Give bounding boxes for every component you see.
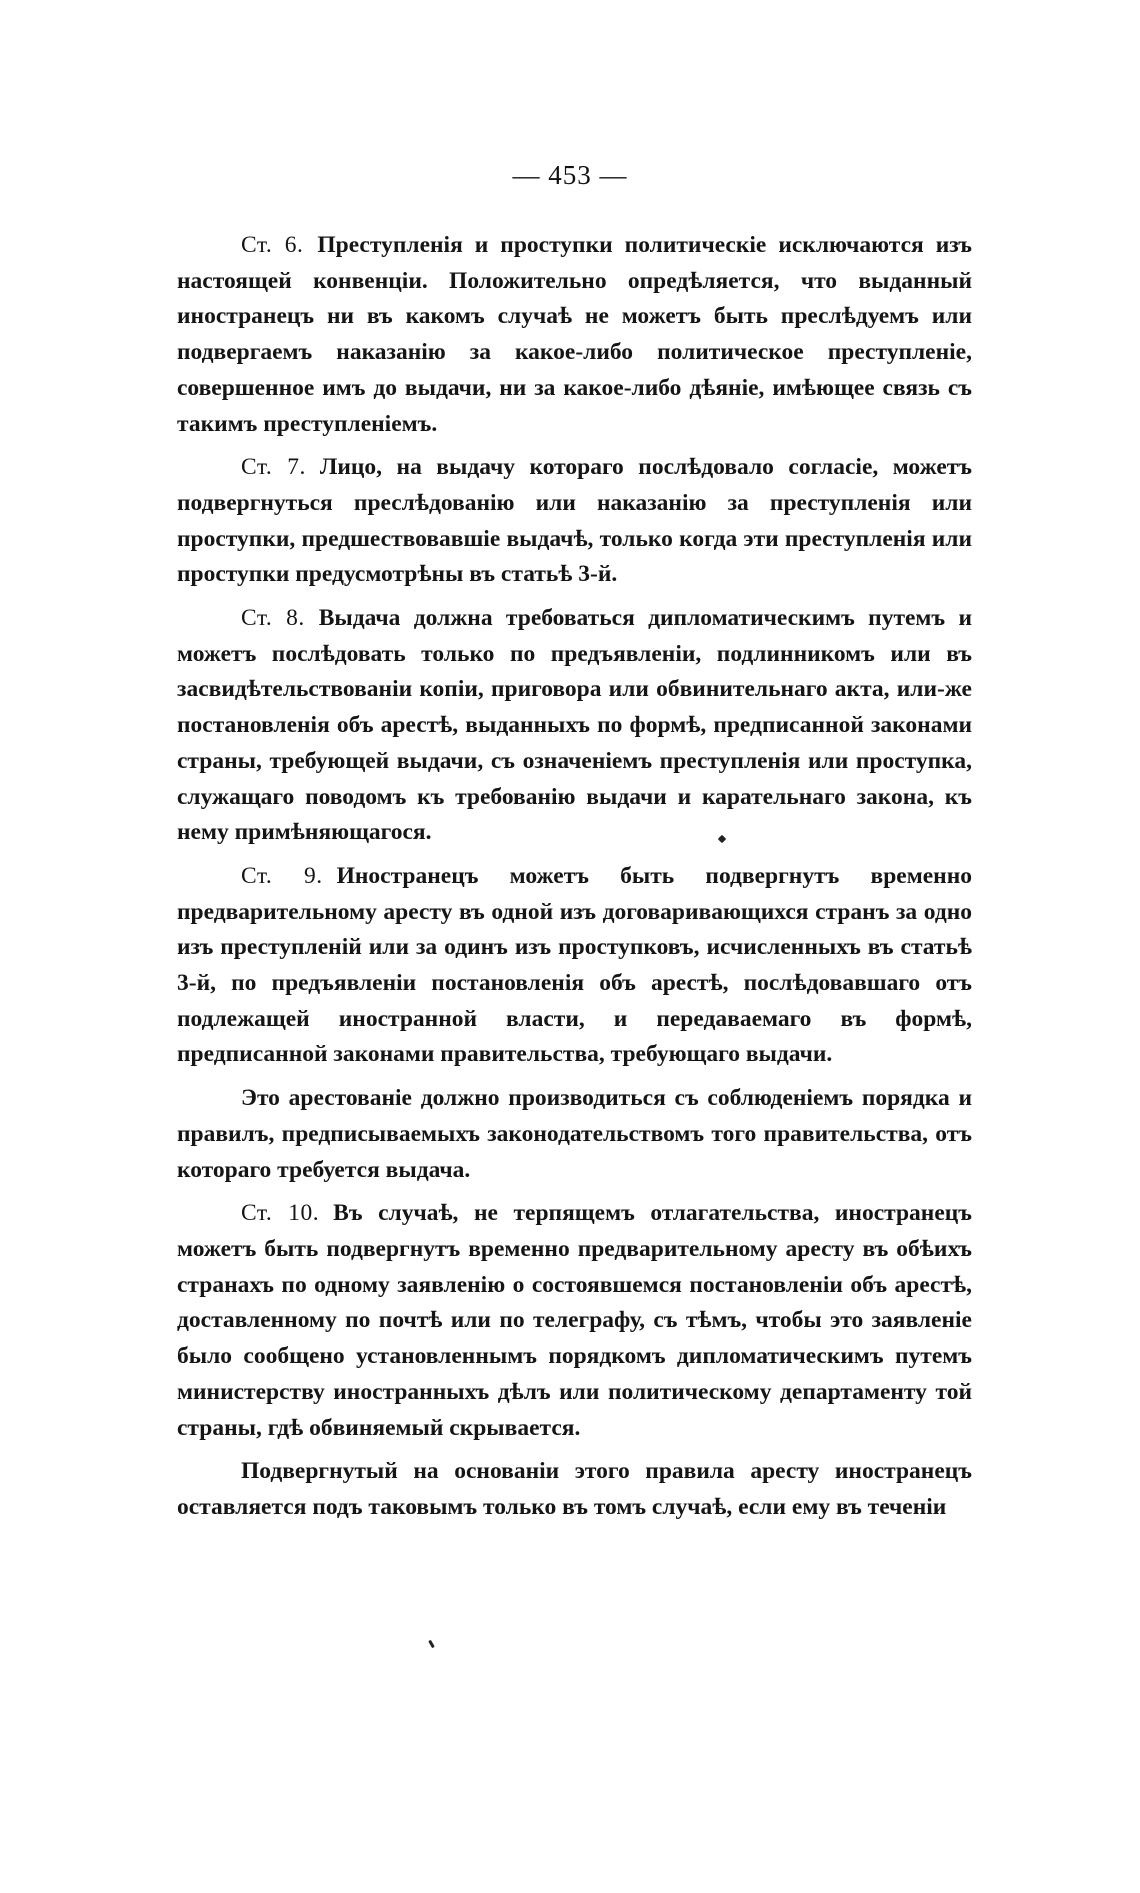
paragraph-text: Выдача должна требоваться дипломатическимъ путемъ и можетъ послѣдовать только по предъявленіи, подлинникомъ или въ засвидѣтельствованіи копіи, приговора или обвинительнаго акта, или-же постановленія объ арестѣ, выданныхъ по формѣ, предписанной законами страны, требующей выдачи, съ означеніемъ преступленія или проступка, служащаго поводомъ къ требованію выдачи и карательнаго закона, къ нему примѣняющагося. <box>177 605 972 846</box>
page-number: — 453 — <box>512 160 628 190</box>
article-7-paragraph <box>177 450 972 593</box>
ink-speck <box>428 1640 435 1648</box>
paragraph-text: Подвергнутый на основаніи этого правила аресту иностранецъ оставляется подъ таковымъ только въ томъ случаѣ, если ему въ теченіи <box>177 1458 972 1520</box>
article-9-continuation-paragraph <box>177 1081 972 1188</box>
article-6-paragraph <box>177 228 972 442</box>
paragraph-text: Лицо, на выдачу котораго послѣдовало согласіе, можетъ подвергнуться преслѣдованію или наказанію за преступленія или проступки, предшествовавшіе выдачѣ, только когда эти преступленія или проступки предусмотрѣны въ статьѣ 3-й. <box>177 454 972 588</box>
paragraph-text: Иностранецъ можетъ быть подвергнутъ временно предварительному аресту въ одной изъ договаривающихся странъ за одно изъ преступленій или за одинъ изъ проступковъ, исчисленныхъ въ статьѣ 3-й, по предъявленіи постановленія объ арестѣ, послѣдовавшаго отъ подлежащей иностранной власти, и передаваемаго въ формѣ, предписанной законами правительства, требующаго выдачи. <box>177 862 972 1068</box>
article-label: Ст. 8. <box>241 605 305 632</box>
article-10-continuation-paragraph <box>177 1454 972 1525</box>
article-label: Ст. 7. <box>241 454 306 481</box>
paragraph-text: Въ случаѣ, не терпящемъ отлагательства, иностранецъ можетъ быть подвергнутъ временно предварительному аресту въ обѣихъ странахъ по одному заявленію о состоявшемся постановленіи объ арестѣ, доставленному по почтѣ или по телеграфу, съ тѣмъ, чтобы это заявленіе было сообщено установленнымъ порядкомъ дипломатическимъ путемъ министерству иностранныхъ дѣлъ или политическому департаменту той страны, гдѣ обвиняемый скрывается. <box>177 1200 973 1441</box>
article-9-paragraph <box>177 859 972 1073</box>
article-label: Ст. 6. <box>241 232 304 258</box>
article-label: Ст. 10. <box>241 1200 320 1227</box>
article-8-paragraph <box>177 601 972 851</box>
article-10-paragraph <box>177 1196 972 1446</box>
article-label: Ст. 9. <box>241 862 323 889</box>
text-body <box>177 228 972 1534</box>
paragraph-text: Преступленія и проступки политическіе исключаются изъ настоящей конвенціи. Положительно опредѣляется, что выданный иностранецъ ни въ какомъ случаѣ не можетъ быть преслѣдуемъ или подвергаемъ наказанію за какое-либо политическое преступленіе, совершенное имъ до выдачи, ни за какое-либо дѣяніе, имѣющее связь съ такимъ преступленіемъ. <box>177 232 972 437</box>
paragraph-text: Это арестованіе должно производиться съ соблюденіемъ порядка и правилъ, предписываемыхъ законодательствомъ того правительства, отъ котораго требуется выдача. <box>177 1085 972 1183</box>
